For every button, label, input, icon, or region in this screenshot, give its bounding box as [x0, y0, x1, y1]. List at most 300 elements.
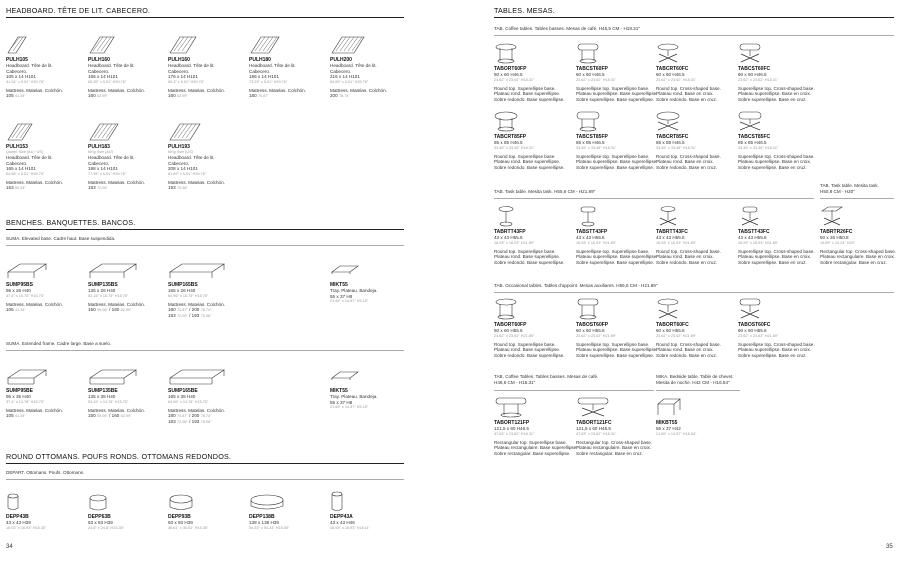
product-desc: Cabecero. — [168, 160, 190, 166]
product-desc: Cabecero. — [168, 68, 190, 74]
bench-illustration — [168, 258, 228, 280]
size-in: 70.87" — [176, 414, 188, 419]
product-item — [88, 120, 168, 191]
coffee-subtitle: TAB. Coffee tables. Tables basses. Mesas de café. H46,5 CM - H18.31" — [494, 26, 640, 31]
divider — [820, 198, 894, 199]
product-dims: 165 x 35 H40 — [168, 394, 196, 399]
task-side-subtitle — [820, 183, 879, 195]
product-dims-inches: 64.96" x 5.51" H39.76" — [6, 171, 45, 176]
round-table-cross-base-icon — [656, 42, 716, 64]
product-code: TABCRT85FC — [656, 134, 689, 140]
product-code: TABCRT60FC — [656, 66, 689, 72]
product-dims-inches: 36.61" x 36.61" H15.35" — [168, 525, 209, 530]
product-dims: 55 x 37 H8 — [330, 293, 353, 299]
product-code: SUMP165BE — [168, 388, 198, 394]
divider — [6, 245, 404, 246]
product-desc: Superellipse top. Superellipse base. — [576, 153, 650, 159]
ottoman-illustration — [168, 490, 228, 512]
product-item — [576, 110, 656, 170]
superellipse-table-icon — [576, 110, 636, 132]
size-cm: 153 — [6, 185, 14, 191]
divider — [494, 198, 814, 199]
product-dims: 85 x 85 H46.5 — [494, 140, 523, 145]
product-desc: Tray. Plateau. Bandeja. — [330, 394, 378, 399]
product-desc: Cabecero. — [6, 160, 28, 166]
suma-subtitle: SUMA. Elevated base. Cadre haut. Base suspendida. — [6, 236, 116, 241]
size-cm: 180 — [168, 307, 176, 313]
product-desc: Cabecero. — [6, 68, 28, 74]
product-dims: 135 x 35 H40 — [88, 394, 116, 399]
product-desc: Headboard. Tête de lit. — [88, 155, 135, 160]
product-item — [6, 258, 86, 313]
size-in: 75.98" — [200, 420, 212, 425]
product-desc: Sobre redondo. Base superellipse. — [494, 164, 565, 170]
product-desc: Plateau rond. Base superellipse. — [494, 254, 561, 260]
divider — [6, 350, 404, 351]
headboard-illustration — [249, 33, 309, 55]
product-code: PULH160 — [168, 57, 190, 63]
size-cm: 193 — [191, 419, 200, 425]
size-in: 59.06" — [96, 308, 108, 313]
product-desc: Sobre redondo. Base superellipse. — [494, 259, 565, 265]
mattress-label: Mattress. Matelas. Colchón. — [168, 407, 225, 413]
product-item — [6, 120, 86, 191]
mattress-label: Mattress. Matelas. Colchón. — [88, 87, 145, 93]
product-item — [168, 364, 248, 425]
product-code: DEPP63B — [88, 514, 111, 520]
product-dims: 165 x 14 H101 — [6, 166, 36, 172]
product-desc: Plateau superellipse. Base superellipse. — [576, 159, 658, 165]
product-dims-inches: 69.3" x 5.51" H39.76" — [168, 79, 205, 84]
product-desc: Round top. Cross-shaped base. — [656, 85, 721, 91]
product-desc: Sobre superellipse. Base superellipse. — [576, 259, 655, 265]
page-number: 35 — [886, 544, 893, 550]
size-standard: King Size (AU) — [88, 150, 113, 154]
product-dims-inches: 81.89" x 5.51" H39.76" — [168, 171, 207, 176]
product-desc: Sobre redondo. Base en cruz. — [656, 164, 718, 170]
product-dims-inches: 37.4" x 13.78" H15.75" — [6, 399, 45, 404]
product-dims: 93 x 93 H39 — [168, 520, 193, 525]
task-table-cross-base-icon — [656, 205, 716, 227]
tray-illustration — [330, 364, 390, 386]
product-desc: Plateau rond. Base en croix. — [656, 347, 714, 353]
product-dims: 43 x 43 H55.6 — [738, 235, 767, 240]
product-desc: Headboard. Tête de lit. — [6, 155, 53, 160]
extended-subtitle: SUMA. Extended frame. Cadre large. Base a suelo. — [6, 341, 112, 346]
size-cm: 180 — [249, 93, 257, 99]
product-desc: Cabecero. — [330, 68, 352, 74]
product-dims-inches: 84.65" x 5.51" H39.76" — [330, 79, 369, 84]
headboard-illustration — [88, 33, 148, 55]
product-item — [576, 205, 656, 265]
product-item — [494, 205, 574, 265]
product-desc: Plateau rond. Base superellipse. — [494, 347, 561, 353]
product-desc: Headboard. Tête de lit. — [330, 63, 377, 68]
product-code: DEPP138B — [249, 514, 275, 520]
product-item — [168, 490, 248, 531]
superellipse-table-cross-base-icon — [738, 298, 798, 320]
subtitle-line: TAB. Task table. Mesita task. — [820, 183, 879, 188]
product-dims: 55 x 37 H8 — [330, 399, 353, 405]
product-item — [576, 396, 656, 456]
mattress-label: Mattress. Matelas. Colchón. — [330, 87, 387, 93]
size-cm: 160 — [88, 93, 96, 99]
product-dims: 105 x 14 H101 — [6, 74, 36, 80]
product-dims: 85 x 85 H46.5 — [576, 140, 605, 145]
size-cm: 160 — [168, 93, 176, 99]
product-dims: 60 x 60 H55.6 — [656, 328, 685, 333]
size-cm: 200 — [330, 93, 338, 99]
product-desc: Round top. Superellipse base. — [494, 85, 556, 91]
product-item — [494, 110, 574, 170]
bench-illustration — [168, 364, 228, 386]
subtitle-line: H50,8 CM - H20" — [820, 189, 855, 194]
product-item — [249, 490, 329, 531]
mattress-size — [6, 185, 86, 191]
bench-illustration — [88, 258, 148, 280]
mattress-label: Mattress. Matelas. Colchón. — [6, 407, 63, 413]
product-desc: Sobre redondo. Base en cruz. — [656, 96, 718, 102]
size-cm: 105 — [6, 93, 14, 99]
product-dims: 43 x 43 H55.6 — [656, 235, 685, 240]
product-desc: Superellipse top. Cross-shaped base. — [738, 248, 815, 254]
product-item — [656, 298, 736, 358]
product-dims: 138 x 138 H39 — [249, 520, 279, 525]
size-cm: 180 — [168, 413, 176, 419]
divider — [6, 463, 404, 464]
product-item — [738, 205, 818, 265]
product-desc: Plateau superellipse. Base superellipse. — [576, 91, 658, 97]
product-dims: 60 x 60 H46.5 — [738, 72, 767, 77]
size-in: 75.98" — [176, 186, 188, 191]
product-item — [168, 33, 248, 99]
size-cm: 183 — [168, 419, 176, 425]
product-dims: 43 x 43 H46 — [330, 520, 355, 525]
ottoman-illustration — [330, 490, 390, 512]
ottoman-illustration — [6, 490, 66, 512]
product-code: SUMP95BE — [6, 388, 33, 394]
product-dims-inches: 53.15" x 15.75" H15.75" — [88, 293, 129, 298]
product-code: TABCST60FP — [576, 66, 608, 72]
product-desc: Sobre superellipse. Base en cruz. — [738, 352, 807, 358]
product-desc: Sobre superellipse. Base en cruz. — [738, 259, 807, 265]
product-desc: Sobre superellipse. Base en cruz. — [738, 96, 807, 102]
ottomans-section-title: ROUND OTTOMANS. POUFS RONDS. OTTOMANS REDONDOS. — [6, 452, 232, 461]
product-item — [88, 258, 168, 313]
headboard-illustration — [168, 120, 228, 142]
product-dims-inches: 23.62" x 23.62" H21.89" — [494, 333, 535, 338]
product-code: TABCST85FP — [576, 134, 608, 140]
product-item — [656, 396, 736, 437]
product-code: PULH180 — [249, 57, 271, 63]
product-code: TABORT121FC — [576, 420, 612, 426]
size-in: 78.74" — [338, 94, 350, 99]
product-desc: Plateau superellipse. Base en croix. — [738, 91, 812, 97]
product-dims-inches: 23.62" x 23.62" H18.31" — [656, 77, 697, 82]
product-dims-inches: 21.65" x 14.57" H16.54" — [656, 431, 697, 436]
product-desc: Round top. Cross-shaped base. — [656, 248, 721, 254]
bench-illustration — [6, 364, 66, 386]
product-desc: Sobre superellipse. Base superellipse. — [576, 352, 655, 358]
product-code: PULH200 — [330, 57, 352, 63]
ottoman-illustration — [249, 490, 309, 512]
round-table-cross-base-icon — [656, 298, 716, 320]
product-dims: 176 x 14 H101 — [168, 74, 198, 80]
round-table-superellipse-base-icon — [494, 42, 554, 64]
product-dims-inches: 24.8" x 24.8" H15.35" — [88, 525, 125, 530]
product-code: TABCST85FC — [738, 134, 771, 140]
size-cm: 105 — [6, 413, 14, 419]
mattress-label: Mattress. Matelas. Colchón. — [88, 301, 145, 307]
subtitle-line: H46,5 CM - H18.31" — [494, 380, 536, 385]
product-code: DEPP43B — [6, 514, 29, 520]
size-in: 41.34" — [14, 308, 26, 313]
mattress-label: Mattress. Matelas. Colchón. — [88, 179, 145, 185]
product-desc: Sobre rectangular. Base superellipse. — [494, 450, 571, 456]
product-dims: 198 x 14 H101 — [88, 166, 118, 172]
mattress-label: Mattress. Matelas. Colchón. — [168, 87, 225, 93]
size-in: 70.87" — [257, 94, 269, 99]
product-dims-inches: 33.46" x 33.46" H18.31" — [656, 145, 697, 150]
product-dims: 43 x 43 H55.6 — [576, 235, 605, 240]
product-dims-inches: 23.62" x 23.62" H21.89" — [656, 333, 697, 338]
superellipse-table-icon — [576, 298, 636, 320]
round-table-superellipse-base-icon — [494, 110, 554, 132]
divider — [6, 17, 404, 18]
product-dims: 60 x 60 H55.6 — [738, 328, 767, 333]
size-in: 72.05" — [176, 420, 188, 425]
mattress-label: Mattress. Matelas. Colchón. — [168, 301, 225, 307]
size-cm: 183 — [168, 313, 176, 319]
product-desc: Plateau superellipse. Base superellipse. — [576, 254, 658, 260]
product-code: PULH105 — [6, 57, 28, 63]
size-in: 60.24" — [14, 186, 26, 191]
size-in: 62.99" — [176, 94, 188, 99]
product-desc: Sobre superellipse. Base superellipse. — [576, 164, 655, 170]
mattress-size — [6, 93, 86, 99]
mattress-size — [6, 307, 86, 313]
product-code: TABORT60FC — [656, 322, 689, 328]
size-in: 59.06" — [96, 414, 108, 419]
mattress-size: 150 59.06" / 160 62.99" — [88, 413, 132, 419]
product-code: MIKBT55 — [656, 420, 678, 426]
bench-illustration — [88, 364, 148, 386]
product-desc: Superellipse top. Superellipse base. — [576, 85, 650, 91]
size-in: 70.87" — [176, 308, 188, 313]
superellipse-table-icon — [576, 42, 636, 64]
mattress-size — [6, 413, 86, 419]
product-dims: 165 x 26 H40 — [168, 288, 196, 293]
divider — [494, 292, 894, 293]
headboard-illustration — [6, 33, 66, 55]
product-code: TABRTT43FP — [494, 229, 526, 235]
product-code: PULH160 — [88, 57, 110, 63]
product-desc: Round top. Cross-shaped base. — [656, 153, 721, 159]
product-dims: 85 x 85 H46.5 — [738, 140, 767, 145]
size-in: 62.99" — [120, 414, 132, 419]
product-code: SUMP135BS — [88, 282, 118, 288]
product-code: TABCRT85FP — [494, 134, 527, 140]
product-dims-inches: 65.35" x 5.51" H39.76" — [88, 79, 127, 84]
occasional-subtitle: TAB. Occasional tables. Tables d'appoint. Mesas auxiliares. H55,6 CM - H21.89" — [494, 283, 658, 288]
catalog-page-right — [450, 0, 900, 561]
coffee-rect-subtitle — [494, 374, 598, 386]
product-desc: Rectangular top. Superellipse base. — [494, 439, 567, 445]
product-desc: Rectangular top. Cross-shaped base. — [576, 439, 653, 445]
benches-section-title: BENCHES. BANQUETTES. BANCOS. — [6, 218, 136, 227]
product-dims-inches: 33.46" x 33.46" H18.31" — [494, 145, 535, 150]
product-item — [6, 364, 86, 419]
product-dims-inches: 64.96" x 15.75" H15.75" — [168, 293, 209, 298]
size-cm: 150 — [88, 307, 96, 313]
product-desc: Plateau rectangulaire. Base en croix. — [820, 254, 896, 260]
product-desc: Cabecero. — [88, 160, 110, 166]
product-code: TABORT60FP — [494, 66, 527, 72]
product-desc: Plateau rond. Base en croix. — [656, 159, 714, 165]
product-dims: 208 x 14 H101 — [168, 166, 198, 172]
mattress-size — [168, 185, 248, 191]
product-item — [656, 42, 736, 102]
product-desc: Plateau rond. Base en croix. — [656, 254, 714, 260]
divider — [6, 229, 404, 230]
product-code: TABOST60FP — [576, 322, 609, 328]
product-dims-inches: 33.46" x 33.46" H18.31" — [576, 145, 617, 150]
divider — [6, 479, 404, 480]
product-desc: Sobre redondo. Base superellipse. — [494, 352, 565, 358]
product-dims-inches: 47.83" x 23.62" H18.31" — [494, 431, 535, 436]
mattress-size: 150 59.06" / 160 62.99" — [88, 307, 132, 313]
product-desc: Cabecero. — [88, 68, 110, 74]
product-dims: 85 x 85 H46.5 — [656, 140, 685, 145]
size-in: 75.98" — [200, 314, 212, 319]
size-in: 62.99" — [96, 94, 108, 99]
product-dims-inches: 16.93" x 16.93" H15.35" — [6, 525, 47, 530]
product-item — [738, 110, 818, 170]
size-in: 62.99" — [120, 308, 132, 313]
mattress-label: Mattress. Matelas. Colchón. — [249, 87, 306, 93]
bench-illustration — [6, 258, 66, 280]
product-desc: Headboard. Tête de lit. — [249, 63, 296, 68]
product-code: TABCST60FC — [738, 66, 771, 72]
mattress-size: 183 72.05" / 193 75.98" — [168, 419, 212, 425]
product-desc: Superellipse top. Superellipse base. — [576, 341, 650, 347]
product-item — [820, 205, 900, 265]
product-dims-inches: 21.65" x 14.57" H3.15" — [330, 405, 369, 410]
product-code: TABRTR26FC — [820, 229, 853, 235]
product-dims: 215 x 14 H101 — [330, 74, 360, 80]
product-dims-inches: 23.62" x 23.62" H18.31" — [494, 77, 535, 82]
product-item — [6, 490, 86, 531]
product-desc: Plateau rond. Base superellipse. — [494, 159, 561, 165]
size-cm: 200 — [191, 307, 200, 313]
product-dims: 60 x 60 H46.5 — [656, 72, 685, 77]
headboard-illustration — [88, 120, 148, 142]
product-dims-inches: 47.83" x 23.62" H18.31" — [576, 431, 617, 436]
product-item — [249, 33, 329, 99]
bedside-subtitle — [656, 374, 734, 386]
task-table-cross-base-icon — [738, 205, 798, 227]
product-dims-inches: 21.65" x 14.57" H3.15" — [330, 299, 369, 304]
divider — [494, 17, 894, 18]
task-table-icon — [576, 205, 636, 227]
product-code: SUMP135BE — [88, 388, 118, 394]
product-dims: 186 x 14 H101 — [249, 74, 279, 80]
product-code: PULH183 — [88, 144, 110, 150]
subtitle-line: MIKA. Bedside table. Table de chevet. — [656, 374, 734, 379]
product-dims-inches: 33.46" x 33.46" H18.31" — [738, 145, 779, 150]
product-item — [330, 364, 410, 410]
product-code: PULH193 — [168, 144, 190, 150]
size-in: 78.74" — [200, 414, 212, 419]
product-item — [738, 298, 818, 358]
product-code: TABSTT43FP — [576, 229, 608, 235]
product-code: TABOST60FC — [738, 322, 771, 328]
size-cm: 193 — [191, 313, 200, 319]
product-dims: 63 x 63 H39 — [88, 520, 113, 525]
product-dims-inches: 53.15" x 13.78" H15.75" — [88, 399, 129, 404]
product-desc: Superellipse top. Superellipse base. — [576, 248, 650, 254]
product-dims: 43 x 43 H39 — [6, 520, 31, 525]
size-cm: 193 — [168, 185, 176, 191]
product-desc: Rectangular top. Cross-shaped base. — [820, 248, 897, 254]
product-code: TABSTT43FC — [738, 229, 770, 235]
product-desc: Sobre redondo. Base en cruz. — [656, 352, 718, 358]
mattress-size — [330, 93, 410, 99]
mattress-size: 180 70.87" / 200 78.74" — [168, 413, 212, 419]
mattress-size — [168, 93, 248, 99]
mattress-label: Mattress. Matelas. Colchón. — [88, 407, 145, 413]
product-dims: 95 x 35 H40 — [6, 394, 31, 399]
product-desc: Round top. Superellipse base. — [494, 248, 556, 254]
product-dims-inches: 37.4" x 15.75" H15.75" — [6, 293, 45, 298]
product-item — [6, 33, 86, 99]
product-desc: Sobre rectangular. Base en cruz. — [576, 450, 643, 456]
product-desc: Headboard. Tête de lit. — [6, 63, 53, 68]
divider — [494, 35, 894, 36]
size-cm: 160 — [111, 307, 120, 313]
product-desc: Round top. Superellipse base. — [494, 153, 556, 159]
round-table-cross-base-icon — [656, 110, 716, 132]
product-dims: 43 x 43 H55.6 — [494, 235, 523, 240]
product-dims-inches: 23.62" x 23.62" H18.31" — [738, 77, 779, 82]
size-in: 72.05" — [96, 186, 108, 191]
product-code: SUMP95BS — [6, 282, 33, 288]
product-item — [738, 42, 818, 102]
product-desc: Plateau superellipse. Base en croix. — [738, 159, 812, 165]
product-desc: Round top. Superellipse base. — [494, 341, 556, 347]
product-item — [88, 33, 168, 99]
product-dims: 60 x 60 H55.6 — [576, 328, 605, 333]
product-dims: 60 x 60 H46.5 — [494, 72, 523, 77]
product-code: TABORT60FP — [494, 322, 527, 328]
product-desc: Plateau rond. Base en croix. — [656, 91, 714, 97]
product-desc: Plateau superellipse. Base en croix. — [738, 254, 812, 260]
product-item — [656, 110, 736, 170]
product-code: PULH153 — [6, 144, 28, 150]
product-dims-inches: 23.62" x 23.62" H21.89" — [576, 333, 617, 338]
product-desc: Plateau rectangulaire. Base en croix. — [576, 445, 652, 451]
rectangular-coffee-table-icon — [494, 396, 554, 418]
product-item — [494, 298, 574, 358]
product-desc: Headboard. Tête de lit. — [168, 155, 215, 160]
product-dims: 60 x 60 H55.6 — [494, 328, 523, 333]
product-desc: Tray. Plateau. Bandeja. — [330, 288, 378, 293]
size-in: 78.74" — [200, 308, 212, 313]
rectangular-coffee-table-cross-base-icon — [576, 396, 636, 418]
product-code: MIKT55 — [330, 282, 348, 288]
product-dims-inches: 16.93" x 16.93" H21.89" — [494, 240, 535, 245]
product-desc: Round top. Cross-shaped base. — [656, 341, 721, 347]
